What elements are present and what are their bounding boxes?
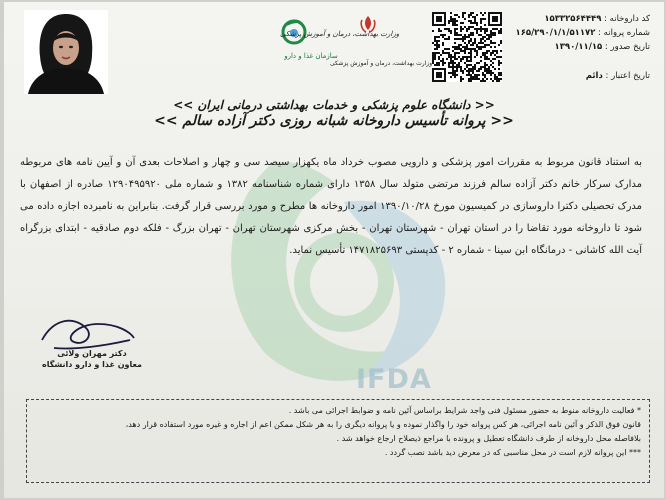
license-document [4,2,664,498]
body-paragraph: به استناد قانون مربوط به مقررات امور پزشکی و دارویی مصوب خرداد ماه یکهزار سیصد سی و چهار و اصلاحات بعدی آن و آیین نامه های مربوطه مدارک سرکار خانم دکتر آزاده سالم فرزند مرتضی متولد سال ۱۳۵۸ دارای شماره شناسنامه ۱۳۸۲ و شماره ملی ۱۲۹۰۴۹۵۹۲۰ صادره از اصفهان با مدرک تحصیلی دکترا داروسازی در کمیسیون مورخ ۱۳۹۰/۱۰/۲۸ امور داروخانه ها مطرح و مورد بررسی قرار گرفت. بنابراین به نامبرده اجازه داده می شود تا داروخانه مورد تقاضا را در استان تهران - شهرستان تهران - بخش مرکزی شهرستان تهران - تهران بزرگ - فلکه دوم صادقیه - ابتدای بزرگراه آیت الله کاشانی - درمانگاه ابن سینا - شماره ۲ - کدپستی ۱۴۷۱۸۲۵۶۹۳ تأسیس نماید. [20,157,642,256]
issue-date-label: تاریخ صدور : [604,42,650,52]
ministry-name: وزارت بهداشت، درمان و آموزش پزشکی [280,30,400,38]
note-4: *** این پروانه لازم است در محل مناسبی که در معرض دید باشد نصب گردد . [384,448,641,457]
signer-role: معاون غذا و دارو دانشگاه [41,360,142,369]
license-number-row [498,26,650,40]
signer-block [40,348,144,370]
qr-code-icon [432,12,502,82]
watermark-text: IFDA [356,364,432,395]
license-meta [498,12,650,54]
pharmacy-code-row [498,12,650,26]
note-1: * فعالیت داروخانه منوط به حضور مسئول فنی واجد شرایط براساس آئین نامه و ضوابط اجرائی می باشد . [288,406,641,415]
signer-name: دکتر مهران ولائی [57,349,127,358]
ministry-subtitle: وزارت بهداشت، درمان و آموزش پزشکی [330,60,433,67]
applicant-photo [24,10,108,94]
portrait-image [24,10,108,94]
note-2: قانون فوق الذکر و آئین نامه اجرائی، هر کس پروانه خود را واگذار نموده و یا پروانه دیگری را به هر شکل ممکن اعم از اجاره و غیره مورد استفاده قرار دهد، [125,420,641,429]
notes-box [26,399,650,483]
license-number-label: شماره پروانه : [598,28,650,38]
pharmacy-code-value: ۱۵۳۳۲۵۶۴۴۴۹ [544,14,602,24]
validity-value: دائم [585,71,603,81]
license-number-value: ۱۶۵/۲۹۰/۱/۱/۵۱۱۷۲ [515,28,596,38]
license-title: << پروانه تأسیس داروخانه شبانه روزی دکتر آزاده سالم >> [154,113,514,129]
validity-label: تاریخ اعتبار : [605,71,650,81]
fda-name: سازمان غذا و دارو [284,52,338,60]
validity-row [586,71,650,81]
issue-date-row [498,40,650,54]
note-3: بلافاصله محل داروخانه از طرف دانشگاه تعطیل و پرونده با مراجع ذیصلاح ارجاع خواهد شد . [336,434,641,443]
issue-date-value: ۱۳۹۰/۱۱/۱۵ [554,42,603,52]
license-body [20,152,642,262]
university-heading: << دانشگاه علوم پزشکی و خدمات بهداشتی درمانی ایران >> [173,98,495,112]
pharmacy-code-label: کد داروخانه : [604,14,650,24]
